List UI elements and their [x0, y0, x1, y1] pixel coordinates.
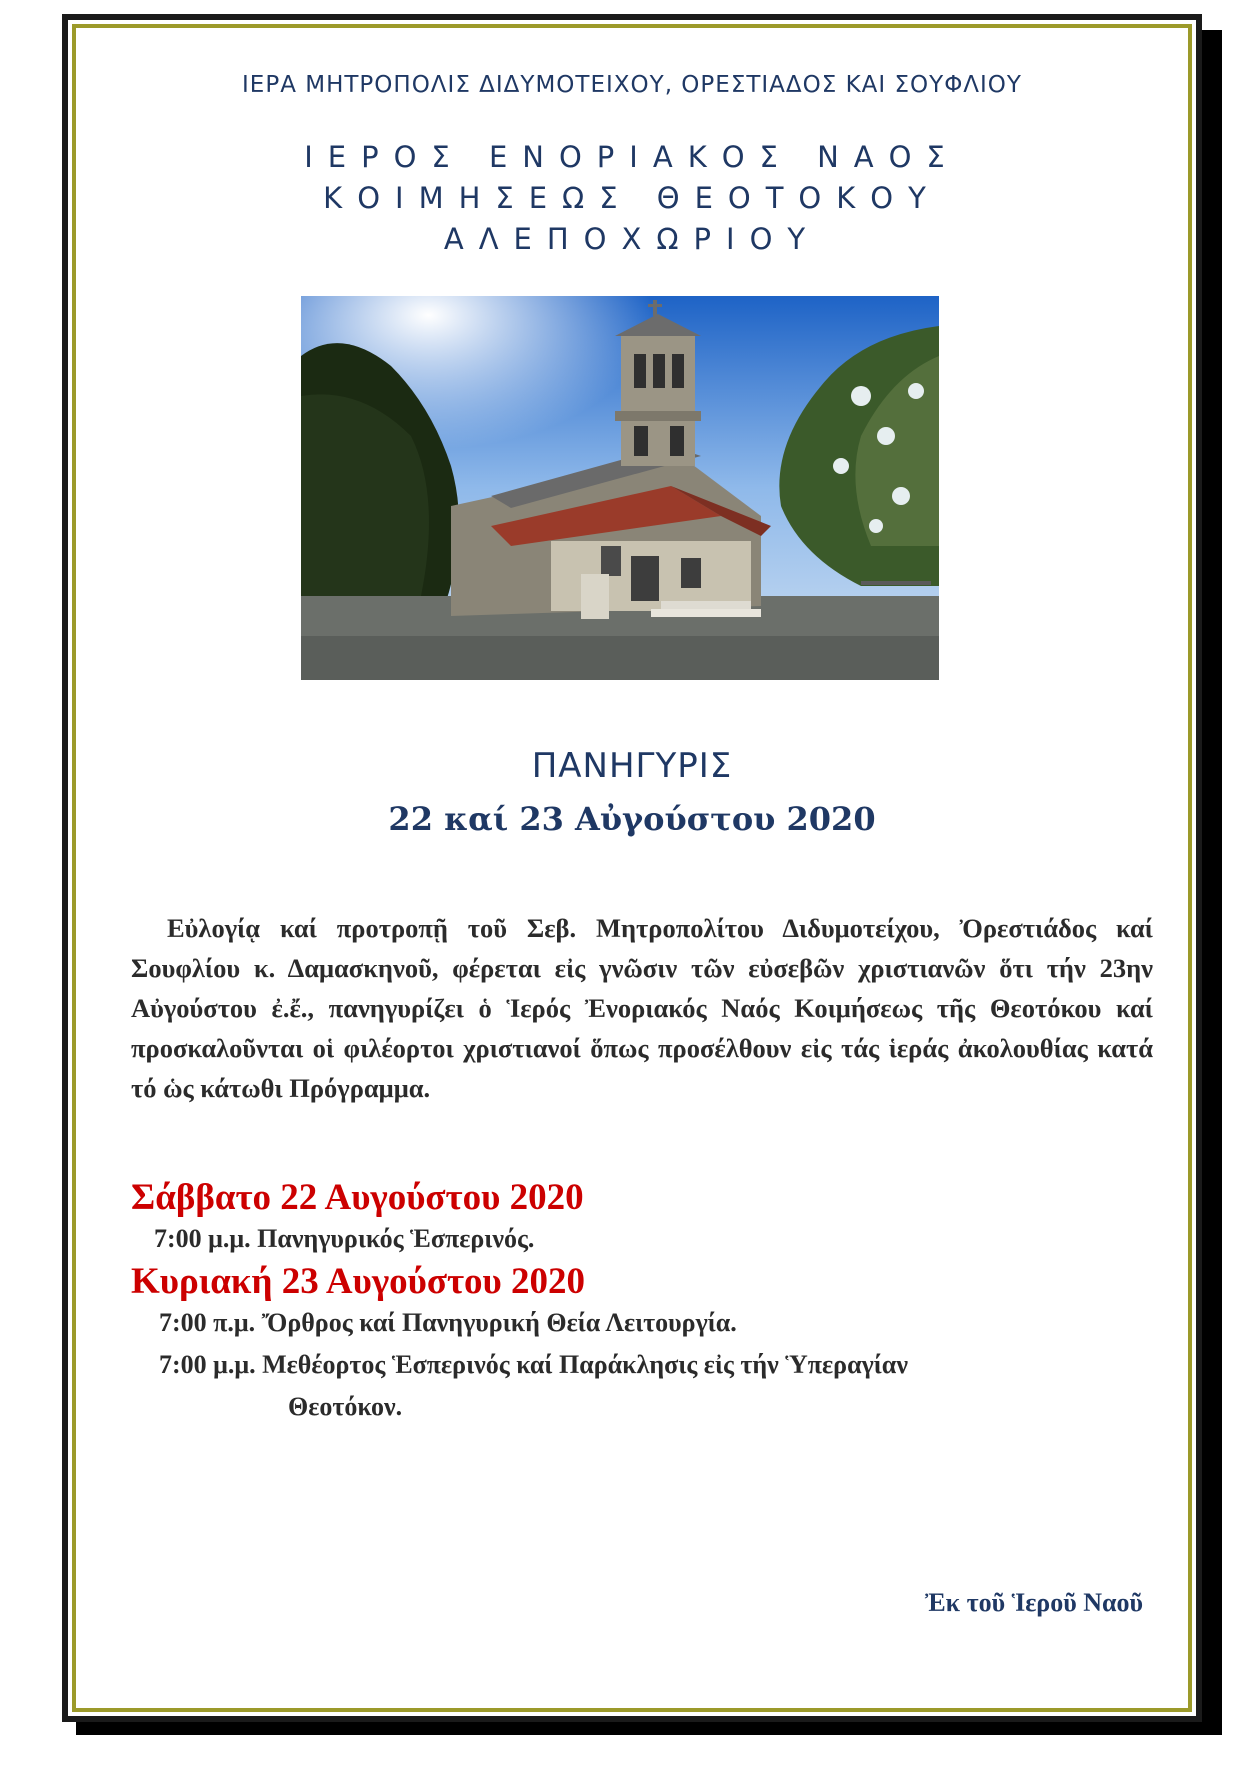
announcement-paragraph: Εὐλογίᾳ καί προτροπῇ τοῦ Σεβ. Μητροπολίτου Διδυμοτείχου, Ὀρεστιάδος καί Σουφλίου κ. Δαμασκηνοῦ, φέρεται εἰς γνῶσιν τῶν εὐσεβῶν χριστιανῶν ὅτι τήν 23ην Αὐγούστου ἐ.ἔ., πανηγυρίζει ὁ Ἱερός Ἐνοριακός Ναός Κοιμήσεως τῆς Θεοτόκου καί προσκαλοῦνται οἱ φιλέορτοι χριστιανοί ὅπως προσέλθουν εἰς τάς ἱεράς ἀκολουθίας κατά τό ὡς κάτωθι Πρόγραμμα. — [131, 913, 1153, 1103]
schedule-day-saturday: Σάββατο 22 Αυγούστου 2020 — [131, 1177, 584, 1218]
church-photo — [301, 296, 939, 680]
poster-frame — [62, 14, 1202, 1722]
church-name-line-1: ΙΕΡΟΣ ΕΝΟΡΙΑΚΟΣ ΝΑΟΣ — [304, 140, 960, 174]
schedule-event: 7:00 μ.μ. Πανηγυρικός Ἑσπερινός. — [154, 1224, 535, 1253]
church-photo-illustration — [301, 296, 939, 680]
feast-title: ΠΑΝΗΓΥΡΙΣ — [531, 746, 733, 786]
announcement-text — [131, 908, 1153, 1108]
poster-frame-inner — [72, 24, 1192, 1712]
signature: Ἐκ τοῦ Ἱεροῦ Ναοῦ — [924, 1588, 1143, 1617]
schedule-event: 7:00 π.μ. Ὄρθρος καί Πανηγυρική Θεία Λειτουργία. — [159, 1308, 737, 1337]
church-name-line-2: ΚΟΙΜΗΣΕΩΣ ΘΕΟΤΟΚΟΥ — [323, 181, 941, 215]
schedule-day-sunday: Κυριακή 23 Αυγούστου 2020 — [131, 1261, 585, 1302]
feast-date: 22 καί 23 Αὐγούστου 2020 — [388, 800, 876, 838]
schedule-event-continuation: Θεοτόκον. — [288, 1392, 403, 1421]
church-name-line-3: ΑΛΕΠΟΧΩΡΙΟΥ — [443, 222, 821, 256]
schedule-event: 7:00 μ.μ. Μεθέορτος Ἑσπερινός καί Παράκλησις εἰς τήν Ὑπεραγίαν — [159, 1350, 908, 1379]
metropolis-heading: ΙΕΡΑ ΜΗΤΡΟΠΟΛΙΣ ΔΙΔΥΜΟΤΕΙΧΟΥ, ΟΡΕΣΤΙΑΔΟΣ ΚΑΙ ΣΟΥΦΛΙΟΥ — [242, 72, 1022, 98]
